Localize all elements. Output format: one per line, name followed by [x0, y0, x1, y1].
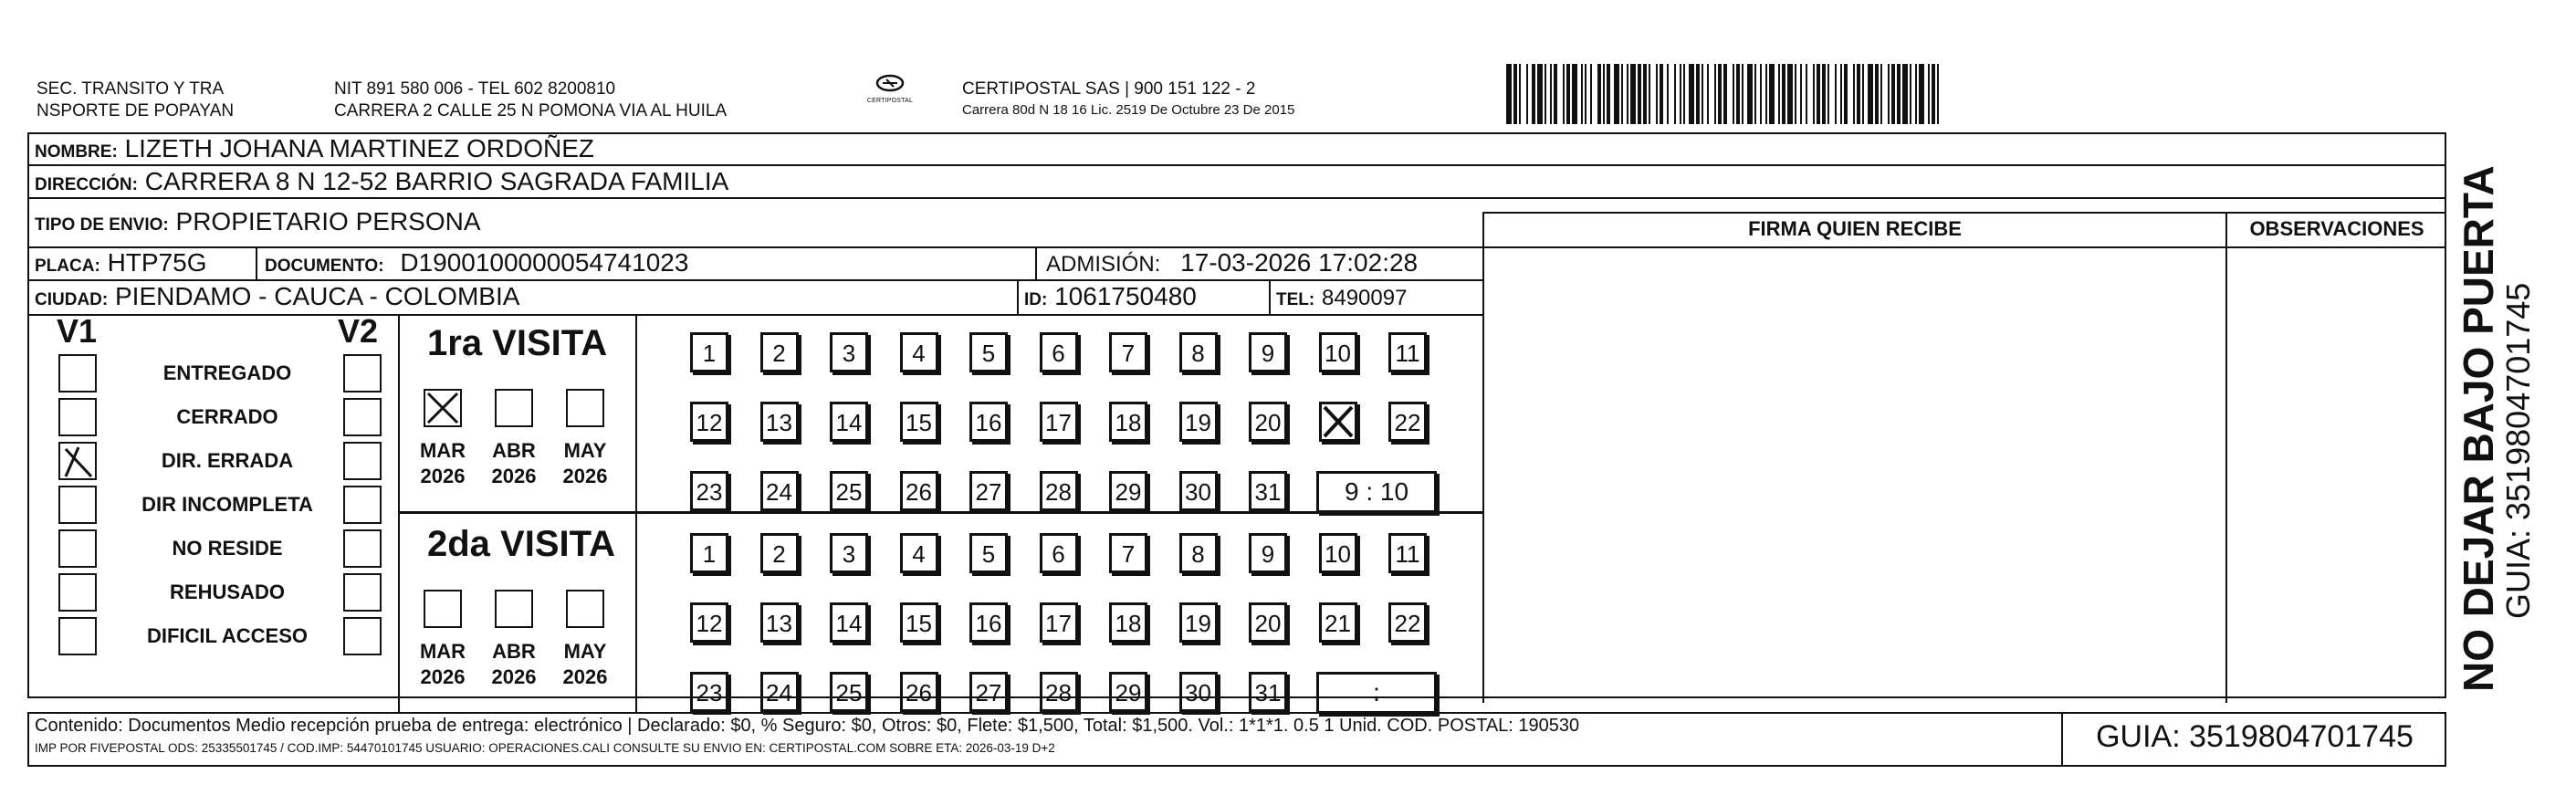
v2-checkbox[interactable]	[343, 617, 382, 655]
day-box[interactable]: 3	[830, 533, 868, 573]
day-box[interactable]: 13	[760, 402, 799, 442]
month-year: 2026	[420, 465, 466, 487]
day-box[interactable]: 16	[969, 602, 1008, 643]
day-box[interactable]: 8	[1179, 332, 1218, 372]
status-label: CERRADO	[176, 405, 278, 428]
signature-area[interactable]	[1485, 249, 2225, 701]
logo-icon	[874, 73, 906, 93]
month-checkbox[interactable]	[424, 590, 462, 628]
v2-checkbox[interactable]	[343, 486, 382, 524]
month-name: MAR	[419, 439, 466, 462]
ciudad-row	[35, 281, 519, 316]
admision-value: 17-03-2026 17:02:28	[1180, 248, 1419, 277]
day-box[interactable]: 29	[1109, 471, 1147, 511]
day-box[interactable]: 22	[1388, 402, 1427, 442]
side-guia-text: GUIA: 3519804701745	[2499, 282, 2537, 619]
status-label: REHUSADO	[170, 581, 285, 603]
day-box[interactable]: 31	[1249, 672, 1287, 712]
v2-checkbox[interactable]	[343, 573, 382, 612]
status-label: DIR. ERRADA	[161, 449, 294, 472]
month-year: 2026	[491, 665, 537, 688]
day-box[interactable]: 18	[1109, 402, 1147, 442]
day-box[interactable]: 24	[760, 471, 799, 511]
day-box[interactable]: 29	[1109, 672, 1147, 712]
documento-cell	[265, 247, 688, 282]
v2-checkbox[interactable]	[343, 529, 382, 568]
month-name: MAR	[419, 640, 466, 663]
day-box[interactable]: 12	[690, 402, 728, 442]
day-box[interactable]: 4	[900, 533, 938, 573]
v1-checkbox[interactable]	[58, 442, 97, 480]
day-box[interactable]: 27	[969, 471, 1008, 511]
col-divider	[1017, 279, 1019, 314]
v1-checkbox[interactable]	[58, 398, 97, 436]
day-box[interactable]: 2	[760, 533, 799, 573]
day-box[interactable]: 21	[1319, 602, 1357, 643]
v1-checkbox[interactable]	[58, 486, 97, 524]
day-box[interactable]	[1319, 402, 1357, 442]
col-divider	[635, 314, 637, 712]
day-box[interactable]: 12	[690, 602, 728, 643]
col-divider	[1482, 212, 1484, 703]
month-checkbox[interactable]	[495, 389, 533, 427]
ciudad-value: PIENDAMO - CAUCA - COLOMBIA	[115, 282, 520, 310]
company-block	[962, 78, 1294, 120]
imp-text: IMP POR FIVEPOSTAL ODS: 25335501745 / COD.IMP: 54470101745 USUARIO: OPERACIONES.CALI CONSULTE SU ENVIO EN: CERTIPOSTAL.COM SOBRE ETA: 2026-03-19 D+2	[35, 741, 1055, 755]
firma-header: FIRMA QUIEN RECIBE	[1748, 217, 1962, 240]
day-box[interactable]: 3	[830, 332, 868, 372]
admision-label: ADMISIÓN:	[1046, 252, 1161, 277]
month-checkbox[interactable]	[495, 590, 533, 628]
cross-mark-icon	[425, 391, 460, 425]
month-label	[487, 639, 541, 690]
time-box[interactable]: :	[1316, 672, 1437, 714]
visit-title: 1ra VISITA	[427, 323, 608, 363]
company-logo	[858, 73, 922, 105]
v2-checkbox[interactable]	[343, 398, 382, 436]
day-box[interactable]: 6	[1040, 332, 1078, 372]
id-value: 1061750480	[1054, 282, 1197, 310]
month-name: ABR	[492, 640, 536, 663]
day-box[interactable]: 9	[1249, 533, 1287, 573]
tipo-label: TIPO DE ENVIO:	[35, 215, 169, 235]
status-label: ENTREGADO	[162, 361, 292, 384]
day-box[interactable]: 18	[1109, 602, 1147, 643]
day-box[interactable]: 30	[1179, 672, 1218, 712]
sender-line-1: SEC. TRANSITO Y TRA	[37, 79, 225, 99]
id-label: ID:	[1024, 290, 1048, 309]
day-box[interactable]: 15	[900, 602, 938, 643]
month-checkbox[interactable]	[566, 389, 604, 427]
direccion-label: DIRECCIÓN:	[35, 175, 138, 194]
id-cell	[1024, 281, 1197, 316]
day-box[interactable]: 25	[830, 471, 868, 511]
v1-checkbox[interactable]	[58, 573, 97, 612]
col-divider	[1269, 279, 1271, 314]
v2-checkbox[interactable]	[343, 354, 382, 392]
logo-caption: CERTIPOSTAL	[866, 98, 914, 104]
nit-line-2: CARRERA 2 CALLE 25 N POMONA VIA AL HUILA	[334, 101, 728, 120]
day-box[interactable]: 2	[760, 332, 799, 372]
day-box[interactable]: 13	[760, 602, 799, 643]
month-checkbox[interactable]	[566, 590, 604, 628]
day-box[interactable]: 26	[900, 471, 938, 511]
col-divider	[256, 246, 257, 279]
row-divider	[1484, 212, 2446, 214]
month-name: ABR	[492, 439, 536, 462]
day-box[interactable]: 1	[690, 332, 728, 372]
ciudad-label: CIUDAD:	[35, 290, 109, 309]
month-checkbox[interactable]	[424, 389, 462, 427]
month-year: 2026	[420, 665, 466, 688]
day-box[interactable]: 10	[1319, 533, 1357, 573]
month-label	[558, 639, 613, 690]
day-box[interactable]: 20	[1249, 402, 1287, 442]
day-box[interactable]: 6	[1040, 533, 1078, 573]
v2-checkbox[interactable]	[343, 442, 382, 480]
sender-block	[37, 78, 234, 122]
time-box[interactable]: 9 : 10	[1316, 471, 1437, 513]
month-label	[415, 639, 470, 690]
v1-checkbox[interactable]	[58, 354, 97, 392]
nit-line-1: NIT 891 580 006 - TEL 602 8200810	[334, 79, 616, 99]
col-divider	[1035, 246, 1037, 279]
cross-mark-icon	[1322, 404, 1355, 439]
status-label: DIFICIL ACCESO	[146, 624, 308, 647]
placa-row	[35, 247, 207, 282]
contenido-text: Contenido: Documentos Medio recepción prueba de entrega: electrónico | Declarado: $0, % Seguro: $0, Otros: $0, Flete: $1,500, Total: $1,500. Vol.: 1*1*1. 0.5 1 Unid. COD. POSTAL: 190530	[35, 716, 1580, 736]
observations-area[interactable]	[2228, 249, 2445, 701]
month-label	[558, 438, 613, 489]
day-box[interactable]: 27	[969, 672, 1008, 712]
day-box[interactable]: 16	[969, 402, 1008, 442]
month-year: 2026	[491, 465, 537, 487]
nit-block	[334, 78, 727, 122]
tipo-row	[35, 206, 481, 241]
placa-value: HTP75G	[107, 248, 207, 277]
day-box[interactable]: 7	[1109, 332, 1147, 372]
admision-cell	[1046, 247, 1418, 280]
day-box[interactable]: 1	[690, 533, 728, 573]
tipo-value: PROPIETARIO PERSONA	[175, 207, 481, 236]
day-box[interactable]: 19	[1179, 602, 1218, 643]
day-box[interactable]: 14	[830, 402, 868, 442]
day-box[interactable]: 30	[1179, 471, 1218, 511]
nombre-row	[35, 133, 594, 168]
v2-label: V2	[338, 312, 379, 350]
day-box[interactable]: 28	[1040, 672, 1078, 712]
day-box[interactable]: 22	[1388, 602, 1427, 643]
day-box[interactable]: 23	[690, 471, 728, 511]
day-box[interactable]: 11	[1388, 533, 1427, 573]
direccion-value: CARRERA 8 N 12-52 BARRIO SAGRADA FAMILIA	[144, 167, 729, 195]
side-notice	[2456, 165, 2536, 692]
month-year: 2026	[562, 465, 608, 487]
day-box[interactable]: 17	[1040, 402, 1078, 442]
status-label: DIR INCOMPLETA	[141, 493, 313, 516]
documento-label: DOCUMENTO:	[265, 256, 384, 276]
placa-label: PLACA:	[35, 256, 100, 276]
day-box[interactable]: 19	[1179, 402, 1218, 442]
day-box[interactable]: 24	[760, 672, 799, 712]
tel-label: TEL:	[1276, 290, 1315, 309]
day-box[interactable]: 20	[1249, 602, 1287, 643]
month-label	[487, 438, 541, 489]
day-box[interactable]: 8	[1179, 533, 1218, 573]
day-box[interactable]: 31	[1249, 471, 1287, 511]
check-mark-icon	[60, 444, 99, 482]
day-box[interactable]: 9	[1249, 332, 1287, 372]
observaciones-header: OBSERVACIONES	[2249, 217, 2424, 240]
day-box[interactable]: 14	[830, 602, 868, 643]
day-box[interactable]: 23	[690, 672, 728, 712]
company-line-1: CERTIPOSTAL SAS | 900 151 122 - 2	[962, 79, 1256, 99]
day-box[interactable]: 11	[1388, 332, 1427, 372]
day-box[interactable]: 17	[1040, 602, 1078, 643]
visit-title: 2da VISITA	[427, 524, 615, 564]
footer-guia: GUIA: 3519804701745	[2096, 719, 2414, 754]
month-name: MAY	[563, 640, 607, 663]
day-box[interactable]: 25	[830, 672, 868, 712]
row-divider	[1484, 246, 2446, 248]
col-divider	[2225, 212, 2227, 703]
day-box[interactable]: 5	[969, 332, 1008, 372]
status-label: NO RESIDE	[172, 537, 283, 560]
day-box[interactable]: 7	[1109, 533, 1147, 573]
barcode-bar	[1939, 64, 1942, 124]
day-box[interactable]: 28	[1040, 471, 1078, 511]
month-name: MAY	[563, 439, 607, 462]
day-box[interactable]: 15	[900, 402, 938, 442]
day-box[interactable]: 10	[1319, 332, 1357, 372]
no-dejar-text: NO DEJAR BAJO PUERTA	[2455, 165, 2502, 692]
tel-cell	[1276, 281, 1407, 316]
day-box[interactable]: 26	[900, 672, 938, 712]
day-box[interactable]: 5	[969, 533, 1008, 573]
sender-line-2: NSPORTE DE POPAYAN	[37, 101, 235, 120]
barcode	[1506, 64, 1942, 124]
direccion-row	[35, 166, 728, 201]
month-year: 2026	[562, 665, 608, 688]
month-label	[415, 438, 470, 489]
v1-checkbox[interactable]	[58, 617, 97, 655]
v1-label: V1	[57, 312, 98, 350]
v1-checkbox[interactable]	[58, 529, 97, 568]
nombre-label: NOMBRE:	[35, 142, 118, 162]
tel-value: 8490097	[1322, 286, 1408, 310]
company-line-2: Carrera 80d N 18 16 Lic. 2519 De Octubre 23 De 2015	[962, 102, 1295, 118]
nombre-value: LIZETH JOHANA MARTINEZ ORDOÑEZ	[124, 134, 594, 162]
day-box[interactable]: 4	[900, 332, 938, 372]
documento-value: D1900100000054741023	[400, 248, 689, 277]
